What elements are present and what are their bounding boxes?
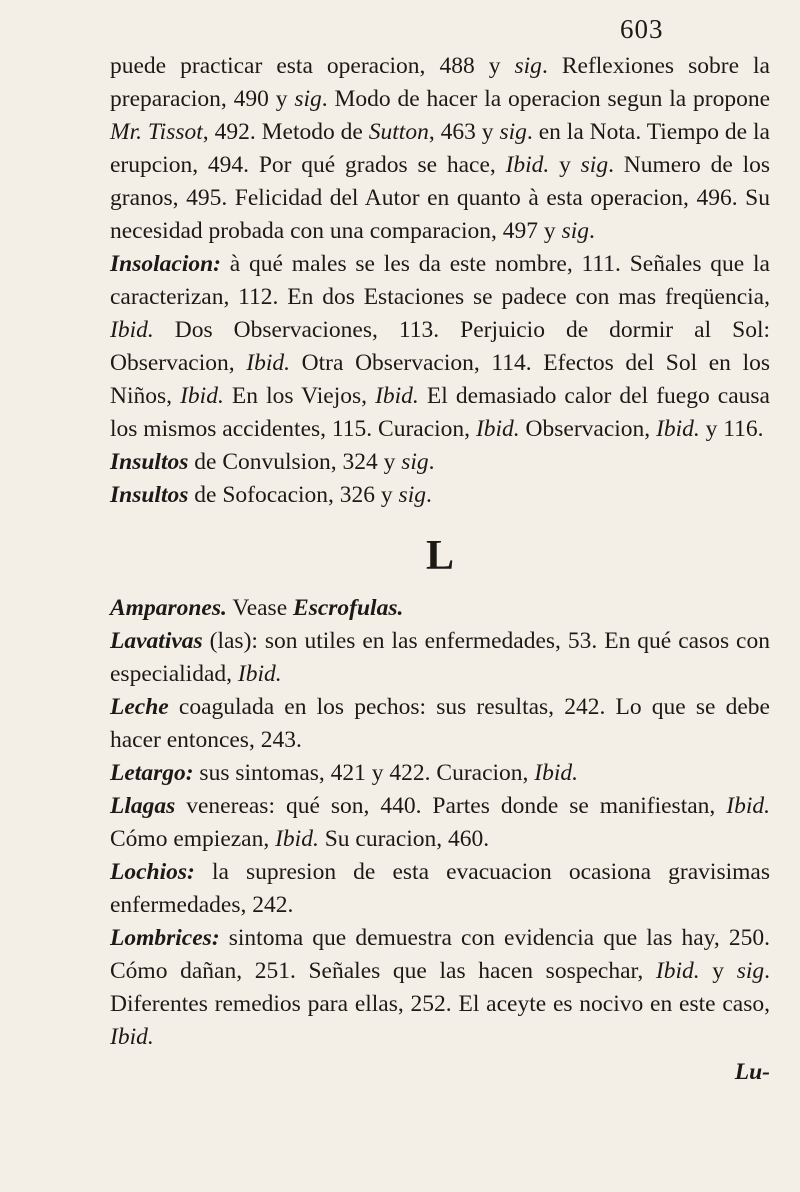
continued-entry — [110, 50, 770, 248]
entry-text: de Convulsion, 324 y — [188, 449, 402, 475]
index-entry — [110, 592, 770, 625]
entry-headword: Amparones. — [110, 595, 227, 621]
entry-headword: Lochios: — [110, 859, 195, 885]
italic-reference: Ibid. — [655, 958, 700, 984]
italic-reference: Ibid. — [275, 826, 319, 852]
entry-text: y — [699, 958, 737, 984]
entry-text: (las): son utiles en las enfermedades, 53. En qué casos con especialidad, — [110, 628, 770, 687]
entry-text: . Reflexiones sobre la preparacion, 490 y — [110, 53, 770, 112]
italic-reference: Ibid. — [656, 416, 700, 442]
entry-text: . en la Nota. Tiempo de la erupcion, 494. Por qué grados se hace, — [110, 119, 770, 178]
entry-text: . — [425, 482, 432, 508]
entry-text: , 492. Metodo de — [202, 119, 369, 145]
index-entry — [110, 479, 770, 512]
index-entry — [110, 922, 770, 1054]
entry-headword: Insolacion: — [110, 251, 221, 277]
entry-text: . Diferentes remedios para ellas, 252. El aceyte es nocivo en este caso, — [110, 958, 770, 1017]
entry-text: coagulada en los pechos: sus resultas, 242. Lo que se debe hacer entonces, 243. — [110, 694, 770, 753]
index-entry — [110, 790, 770, 856]
entry-text: sintoma que demuestra con evidencia que las hay, 250. Cómo dañan, 251. Señales que las hacen sospechar, — [110, 925, 770, 984]
italic-reference: Sutton — [368, 119, 429, 145]
entry-headword: Escrofulas. — [293, 595, 404, 621]
italic-reference: Ibid. — [505, 152, 550, 178]
italic-reference: Ibid. — [375, 383, 419, 409]
entry-text: . — [589, 218, 595, 244]
italic-reference: sig — [499, 119, 527, 145]
entry-text: Vease — [226, 595, 294, 621]
entry-text: la supresion de esta evacuacion ocasiona gravisimas enfermedades, 242. — [110, 859, 770, 918]
italic-reference: Ibid. — [110, 1024, 154, 1050]
italic-reference: sig — [736, 958, 765, 984]
entries-letter-l — [110, 592, 770, 1054]
index-entry — [110, 625, 770, 691]
entry-text: de Sofocacion, 326 y — [188, 482, 399, 508]
entry-text: sus sintomas, 421 y 422. Curacion, — [193, 760, 535, 786]
italic-reference: sig — [294, 86, 322, 112]
entry-headword: Llagas — [110, 793, 176, 819]
italic-reference: Ibid. — [726, 793, 770, 819]
entry-text: , 463 y — [428, 119, 500, 145]
entry-text: . Modo de hacer la operacion segun la propone — [321, 86, 771, 112]
index-entry — [110, 446, 770, 479]
entry-text: . — [428, 449, 435, 475]
entry-headword: Insultos — [110, 449, 189, 475]
page-number: 603 — [620, 14, 664, 44]
italic-reference: Ibid. — [110, 317, 154, 343]
italic-reference: Mr. Tissot — [110, 119, 203, 145]
italic-reference: Ibid. — [534, 760, 579, 786]
entry-headword: Lavativas — [110, 628, 203, 654]
entry-text: y — [549, 152, 581, 178]
italic-reference: Ibid. — [180, 383, 224, 409]
italic-reference: sig — [401, 449, 429, 475]
italic-reference: sig — [580, 152, 609, 178]
entry-text: . Numero de los granos, 495. Felicidad del Autor en quanto à esta operacion, 496. Su necesidad probada con una comparacion, 497 y — [110, 152, 770, 244]
index-entry — [110, 856, 770, 922]
index-entry — [110, 757, 770, 790]
entry-text: Cómo empiezan, — [110, 826, 276, 852]
index-entry — [110, 248, 770, 446]
index-text — [110, 50, 770, 1089]
entry-headword: Lombrices: — [110, 925, 220, 951]
entry-text: venereas: qué son, 440. Partes donde se manifiestan, — [175, 793, 727, 819]
italic-reference: Ibid. — [475, 416, 520, 442]
entry-text: puede practicar esta operacion, 488 y — [110, 53, 515, 79]
entries-letter-i — [110, 248, 770, 512]
entry-text: En los Viejos, — [223, 383, 376, 409]
italic-reference: sig — [514, 53, 542, 79]
catchword: Lu- — [734, 1059, 770, 1085]
italic-reference: Ibid. — [237, 661, 282, 687]
entry-headword: Letargo: — [110, 760, 194, 786]
entry-text: Observacion, — [519, 416, 657, 442]
entry-text: Dos Observaciones, 113. Perjuicio de dormir al Sol: Observacion, — [110, 317, 770, 376]
entry-text: y 116. — [699, 416, 764, 442]
index-entry — [110, 691, 770, 757]
entry-headword: Leche — [110, 694, 169, 720]
entry-text: à qué males se les da este nombre, 111. Señales que la caracterizan, 112. En dos Estaciones se padece con mas freqüencia, — [110, 251, 770, 310]
section-letter: L — [425, 533, 454, 579]
entry-headword: Insultos — [110, 482, 189, 508]
entry-text: El demasiado calor del fuego causa los mismos accidentes, 115. Curacion, — [110, 383, 770, 442]
italic-reference: Ibid. — [246, 350, 291, 376]
italic-reference: sig — [398, 482, 426, 508]
entry-text: Otra Observacion, 114. Efectos del Sol en los Niños, — [110, 350, 771, 409]
entry-text: Su curacion, 460. — [318, 826, 490, 852]
italic-reference: sig — [561, 218, 589, 244]
